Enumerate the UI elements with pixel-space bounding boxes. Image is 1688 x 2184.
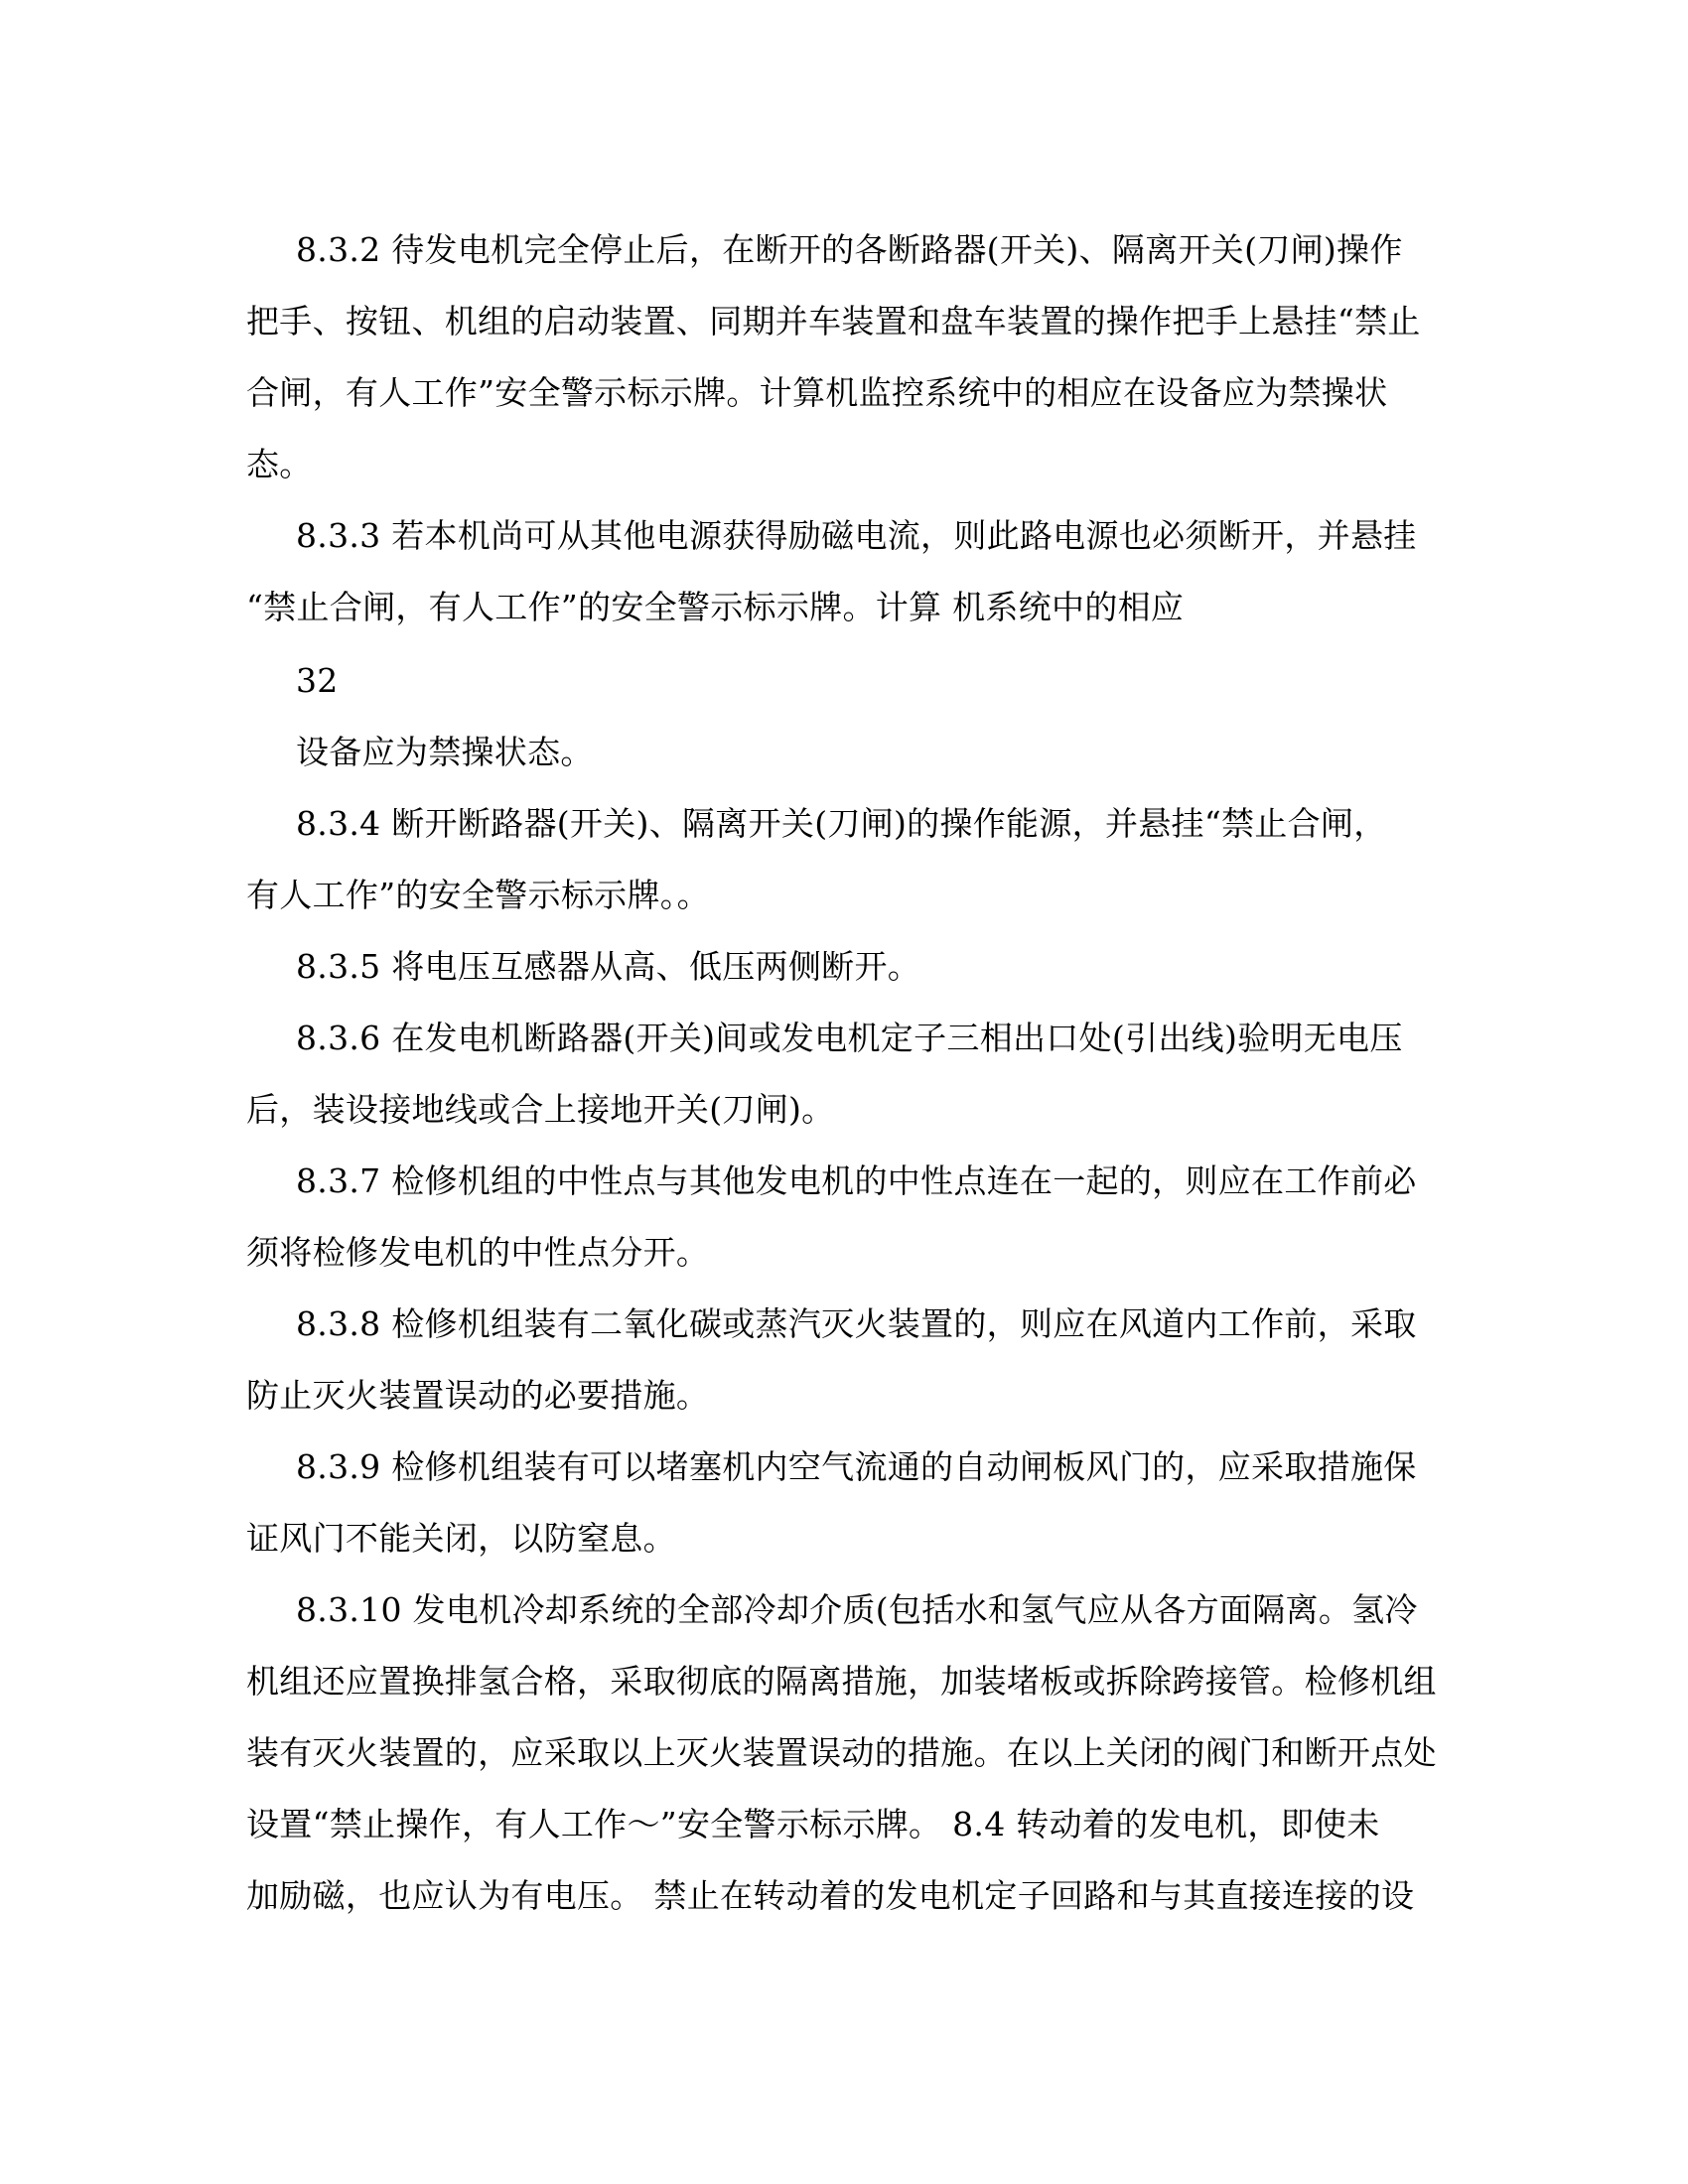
clause-8-4-line-1: 加励磁，也应认为有电压。 禁止在转动着的发电机定子回路和与其直接连接的设	[246, 1876, 1415, 1915]
page-number: 32	[296, 661, 339, 700]
clause-8-3-10-line-2: 机组还应置换排氢合格，采取彻底的隔离措施，加装堵板或拆除跨接管。检修机组	[246, 1662, 1437, 1701]
clause-8-3-2-line-1: 8.3.2 待发电机完全停止后，在断开的各断路器(开关)、隔离开关(刀闸)操作	[296, 230, 1403, 269]
clause-8-3-5-line-1: 8.3.5 将电压互感器从高、低压两侧断开。	[296, 947, 921, 986]
clause-8-3-7-line-2: 须将检修发电机的中性点分开。	[246, 1233, 710, 1272]
clause-8-3-8-line-2: 防止灭火装置误动的必要措施。	[246, 1376, 710, 1415]
clause-8-3-3-line-3: 设备应为禁操状态。	[296, 733, 594, 771]
clause-8-3-8-line-1: 8.3.8 检修机组装有二氧化碳或蒸汽灭火装置的，则应在风道内工作前，采取	[296, 1304, 1417, 1343]
clause-8-3-10-line-4: 设置“禁止操作，有人工作～”安全警示标示牌。 8.4 转动着的发电机，即使未	[246, 1805, 1380, 1843]
clause-8-3-3-line-2: “禁止合闸，有人工作”的安全警示标示牌。计算 机系统中的相应	[246, 588, 1185, 626]
clause-8-3-6-line-2: 后，装设接地线或合上接地开关(刀闸)。	[246, 1090, 835, 1129]
clause-8-3-6-line-1: 8.3.6 在发电机断路器(开关)间或发电机定子三相出口处(引出线)验明无电压	[296, 1019, 1403, 1057]
clause-8-3-9-line-1: 8.3.9 检修机组装有可以堵塞机内空气流通的自动闸板风门的，应采取措施保	[296, 1447, 1417, 1486]
clause-8-3-4-line-1: 8.3.4 断开断路器(开关)、隔离开关(刀闸)的操作能源，并悬挂“禁止合闸，	[296, 804, 1387, 843]
clause-8-3-3-line-1: 8.3.3 若本机尚可从其他电源获得励磁电流，则此路电源也必须断开，并悬挂	[296, 516, 1417, 555]
clause-8-3-2-line-4: 态。	[246, 445, 313, 483]
clause-8-3-2-line-3: 合闸，有人工作”安全警示标示牌。计算机监控系统中的相应在设备应为禁操状	[246, 373, 1388, 412]
clause-8-3-10-line-3: 装有灭火装置的，应采取以上灭火装置误动的措施。在以上关闭的阀门和断开点处	[246, 1733, 1437, 1772]
clause-8-3-7-line-1: 8.3.7 检修机组的中性点与其他发电机的中性点连在一起的，则应在工作前必	[296, 1161, 1417, 1200]
clause-8-3-2-line-2: 把手、按钮、机组的启动装置、同期并车装置和盘车装置的操作把手上悬挂“禁止	[246, 302, 1421, 341]
clause-8-3-10-line-1: 8.3.10 发电机冷却系统的全部冷却介质(包括水和氢气应从各方面隔离。氢冷	[296, 1590, 1418, 1629]
clause-8-3-4-line-2: 有人工作”的安全警示标示牌。。	[246, 876, 710, 914]
clause-8-3-9-line-2: 证风门不能关闭，以防窒息。	[246, 1519, 676, 1558]
